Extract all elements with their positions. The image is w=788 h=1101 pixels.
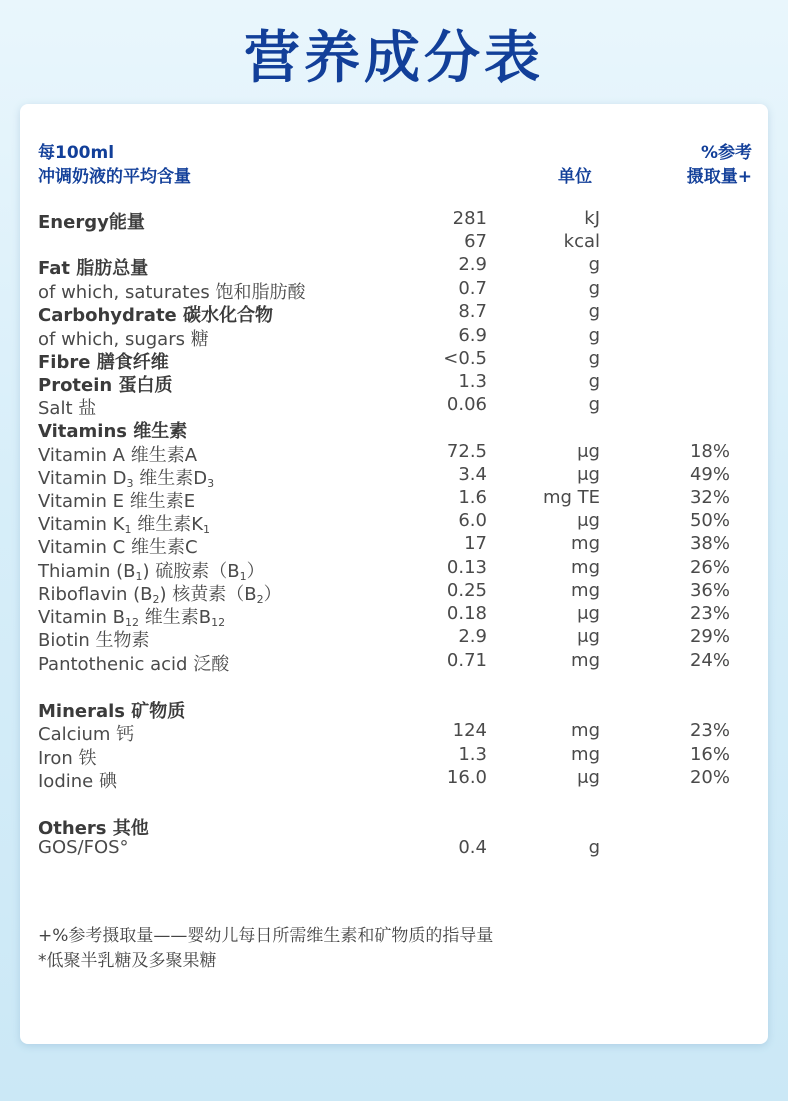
nutrient-value: 1.6: [458, 487, 487, 508]
table-row: [20, 603, 768, 629]
nutrient-value: 124: [452, 720, 487, 741]
table-row: [20, 417, 768, 440]
footnote-ri: +%参考摄取量——婴幼儿每日所需维生素和矿物质的指导量: [38, 926, 494, 946]
table-row: [20, 371, 768, 394]
nutrient-ri-percent: 23%: [689, 603, 730, 624]
nutrient-value: 72.5: [446, 441, 487, 462]
table-row: [20, 697, 768, 720]
header-average-content: 冲调奶液的平均含量: [38, 167, 191, 187]
nutrient-label: Pantothenic acid 泛酸: [38, 654, 230, 675]
nutrient-unit: g: [588, 278, 600, 299]
table-row: [20, 580, 768, 606]
nutrient-value: 8.7: [458, 301, 487, 322]
nutrient-value: 16.0: [446, 767, 487, 788]
table-row: [20, 301, 768, 324]
column-header-unit: 单位: [558, 167, 592, 187]
nutrient-unit: g: [588, 371, 600, 392]
nutrient-unit: mg: [571, 720, 600, 741]
nutrient-value: 1.3: [458, 371, 487, 392]
table-row: [20, 231, 768, 254]
nutrient-ri-percent: 49%: [689, 464, 730, 485]
nutrient-unit: μg: [577, 441, 600, 462]
nutrient-unit: g: [588, 837, 600, 858]
table-row: [20, 650, 768, 673]
nutrient-unit: mg TE: [542, 487, 600, 508]
section-label: Vitamins 维生素: [38, 421, 188, 442]
table-row: [20, 510, 768, 536]
table-row: [20, 487, 768, 510]
section-label: Fibre 膳食纤维: [38, 352, 169, 373]
nutrient-label: Vitamin C 维生素C: [38, 537, 198, 558]
nutrient-label: Vitamin $K_1$ 维生素$K_1$: [38, 514, 211, 536]
nutrient-label: Iron 铁: [38, 748, 97, 769]
nutrient-unit: mg: [571, 580, 600, 601]
nutrient-value: 0.4: [458, 837, 487, 858]
nutrient-label: of which, sugars 糖: [38, 329, 209, 350]
nutrient-label: of which, saturates 饱和脂肪酸: [38, 282, 306, 303]
nutrient-ri-percent: 32%: [689, 487, 730, 508]
nutrient-label: Thiamin $(B_1)$ 硫胺素$(B_1)$: [38, 561, 265, 583]
footnote-gos-fos: *低聚半乳糖及多聚果糖: [38, 951, 217, 971]
nutrient-unit: μg: [577, 626, 600, 647]
nutrient-ri-percent: 36%: [689, 580, 730, 601]
nutrient-unit: μg: [577, 464, 600, 485]
nutrient-ri-percent: 38%: [689, 533, 730, 554]
section-label: Carbohydrate 碳水化合物: [38, 305, 274, 326]
table-row: [20, 557, 768, 583]
section-label: Energy能量: [38, 212, 145, 233]
table-row: [20, 394, 768, 417]
nutrient-ri-percent: 18%: [689, 441, 730, 462]
nutrient-value: <0.5: [443, 348, 487, 369]
nutrient-label: Vitamin $D_3$ 维生素$D_3$: [38, 468, 215, 490]
nutrient-value: 0.18: [446, 603, 487, 624]
nutrient-label: Biotin 生物素: [38, 630, 150, 651]
nutrient-unit: mg: [571, 533, 600, 554]
table-row: [20, 720, 768, 743]
nutrient-value: 0.71: [446, 650, 487, 671]
nutrient-unit: g: [588, 394, 600, 415]
nutrient-value: 6.9: [458, 325, 487, 346]
table-row: [20, 254, 768, 277]
nutrient-unit: g: [588, 348, 600, 369]
nutrient-unit: g: [588, 254, 600, 275]
section-label: Others 其他: [38, 818, 149, 839]
nutrient-unit: kJ: [584, 208, 600, 229]
table-row: [20, 278, 768, 301]
header-ri-line2: 摄取量+: [686, 167, 752, 187]
nutrient-label: Calcium 钙: [38, 724, 135, 745]
table-row: [20, 533, 768, 556]
header-per-100ml: 每100ml: [38, 143, 115, 163]
nutrient-unit: g: [588, 325, 600, 346]
nutrition-table-card: [20, 104, 768, 1044]
nutrient-label: Riboflavin $(B_2)$ 核黄素$(B_2)$: [38, 584, 282, 606]
nutrient-ri-percent: 50%: [689, 510, 730, 531]
nutrient-unit: μg: [577, 510, 600, 531]
nutrient-unit: g: [588, 301, 600, 322]
page-title: 营养成分表: [244, 26, 544, 91]
header-ri-line1: %参考: [700, 143, 752, 163]
nutrient-unit: kcal: [563, 231, 600, 252]
nutrient-value: 281: [452, 208, 487, 229]
nutrient-value: 0.7: [458, 278, 487, 299]
nutrient-ri-percent: 23%: [689, 720, 730, 741]
nutrient-label: Vitamin A 维生素A: [38, 445, 198, 466]
table-row: [20, 837, 768, 860]
nutrient-unit: mg: [571, 744, 600, 765]
nutrient-unit: μg: [577, 603, 600, 624]
nutrient-unit: mg: [571, 557, 600, 578]
table-row: [20, 626, 768, 649]
nutrient-label: Vitamin E 维生素E: [38, 491, 196, 512]
nutrient-value: 1.3: [458, 744, 487, 765]
table-row: [20, 767, 768, 790]
column-header-per-100ml: [38, 141, 191, 189]
nutrient-ri-percent: 16%: [689, 744, 730, 765]
nutrient-value: 67: [464, 231, 487, 252]
nutrient-label: GOS/FOS°: [38, 837, 129, 858]
nutrient-label: Iodine 碘: [38, 771, 117, 792]
nutrient-value: 2.9: [458, 254, 487, 275]
table-row: [20, 814, 768, 837]
nutrient-ri-percent: 20%: [689, 767, 730, 788]
nutrient-ri-percent: 26%: [689, 557, 730, 578]
nutrient-label: Vitamin $B_{12}$ 维生素$B_{12}$: [38, 607, 226, 629]
nutrient-value: 0.25: [446, 580, 487, 601]
nutrient-value: 6.0: [458, 510, 487, 531]
section-label: Fat 脂肪总量: [38, 258, 149, 279]
nutrient-value: 0.06: [446, 394, 487, 415]
table-row: [20, 208, 768, 231]
table-row: [20, 325, 768, 348]
nutrient-unit: mg: [571, 650, 600, 671]
table-row: [20, 744, 768, 767]
nutrient-ri-percent: 29%: [689, 626, 730, 647]
nutrient-unit: μg: [577, 767, 600, 788]
section-label: Minerals 矿物质: [38, 701, 186, 722]
column-header-ri: [676, 141, 752, 189]
table-row: [20, 441, 768, 464]
nutrient-label: Salt 盐: [38, 398, 97, 419]
nutrient-value: 0.13: [446, 557, 487, 578]
nutrient-ri-percent: 24%: [689, 650, 730, 671]
nutrient-value: 3.4: [458, 464, 487, 485]
table-row: [20, 348, 768, 371]
nutrient-value: 2.9: [458, 626, 487, 647]
table-row: [20, 464, 768, 490]
section-label: Protein 蛋白质: [38, 375, 173, 396]
nutrient-value: 17: [464, 533, 487, 554]
